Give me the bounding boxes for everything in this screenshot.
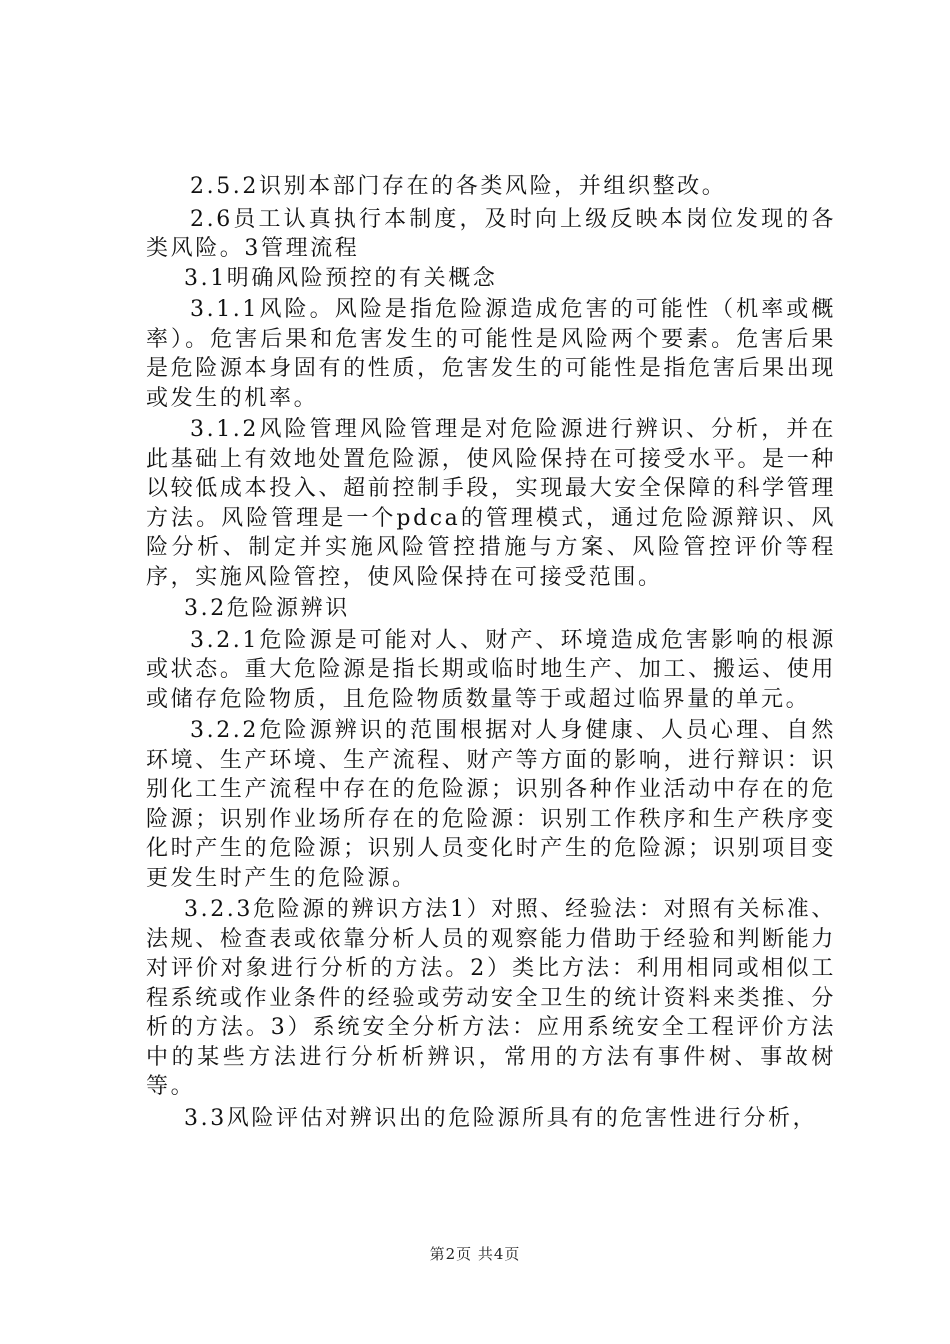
paragraph-3-3: 3.3风险评估对辨识出的危险源所具有的危害性进行分析， <box>184 1105 818 1131</box>
paragraph-3-2-3: 3.2.3危险源的辨识方法1）对照、经验法：对照有关标准、法规、检查表或依靠分析人员的观察能力借助于经验和判断能力对评价对象进行分析的方法。2）类比方法：利用相同或相似工程系统或作业条件的经验或劳动安全卫生的统计资料来类推、分析的方法。3）系统安全分析方法：应用系统安全工程评价方法中的某些方法进行分析析辨识，常用的方法有事件树、事故树等。 <box>146 897 836 1099</box>
paragraph-2-6: 2.6员工认真执行本制度，及时向上级反映本岗位发现的各类风险。3管理流程 <box>146 206 836 261</box>
paragraph-3-2-1: 3.2.1危险源是可能对人、财产、环境造成危害影响的根源或状态。重大危险源是指长期或临时地生产、加工、搬运、使用或储存危险物质，且危险物质数量等于或超过临界量的单元。 <box>146 627 836 712</box>
paragraph-3-2-2: 3.2.2危险源辨识的范围根据对人身健康、人员心理、自然环境、生产环境、生产流程、财产等方面的影响，进行辩识：识别化工生产流程中存在的危险源；识别各种作业活动中存在的危险源；识别作业场所存在的危险源：识别工作秩序和生产秩序变化时产生的危险源；识别人员变化时产生的危险源；识别项目变更发生时产生的危险源。 <box>146 718 836 891</box>
heading-3-2: 3.2危险源辨识 <box>184 596 350 621</box>
document-body <box>146 172 836 1133</box>
paragraph-2-5-2: 2.5.2识别本部门存在的各类风险，并组织整改。 <box>190 174 727 199</box>
page-footer: 第2页 共4页 <box>429 1245 521 1263</box>
paragraph-3-1-1: 3.1.1风险。风险是指危险源造成危害的可能性（机率或概率）。危害后果和危害发生的可能性是风险两个要素。危害后果是危险源本身固有的性质，危害发生的可能性是指危害后果出现或发生的机率。 <box>146 297 836 411</box>
heading-3-1: 3.1明确风险预控的有关概念 <box>184 265 498 291</box>
paragraph-3-1-2: 3.1.2风险管理风险管理是对危险源进行辨识、分析，并在此基础上有效地处置危险源，使风险保持在可接受水平。是一种以较低成本投入、超前控制手段，实现最大安全保障的科学管理方法。风险管理是一个pdca的管理模式，通过危险源辩识、风险分析、制定并实施风险管控措施与方案、风险管控评价等程序，实施风险管控，使风险保持在可接受范围。 <box>146 417 836 590</box>
